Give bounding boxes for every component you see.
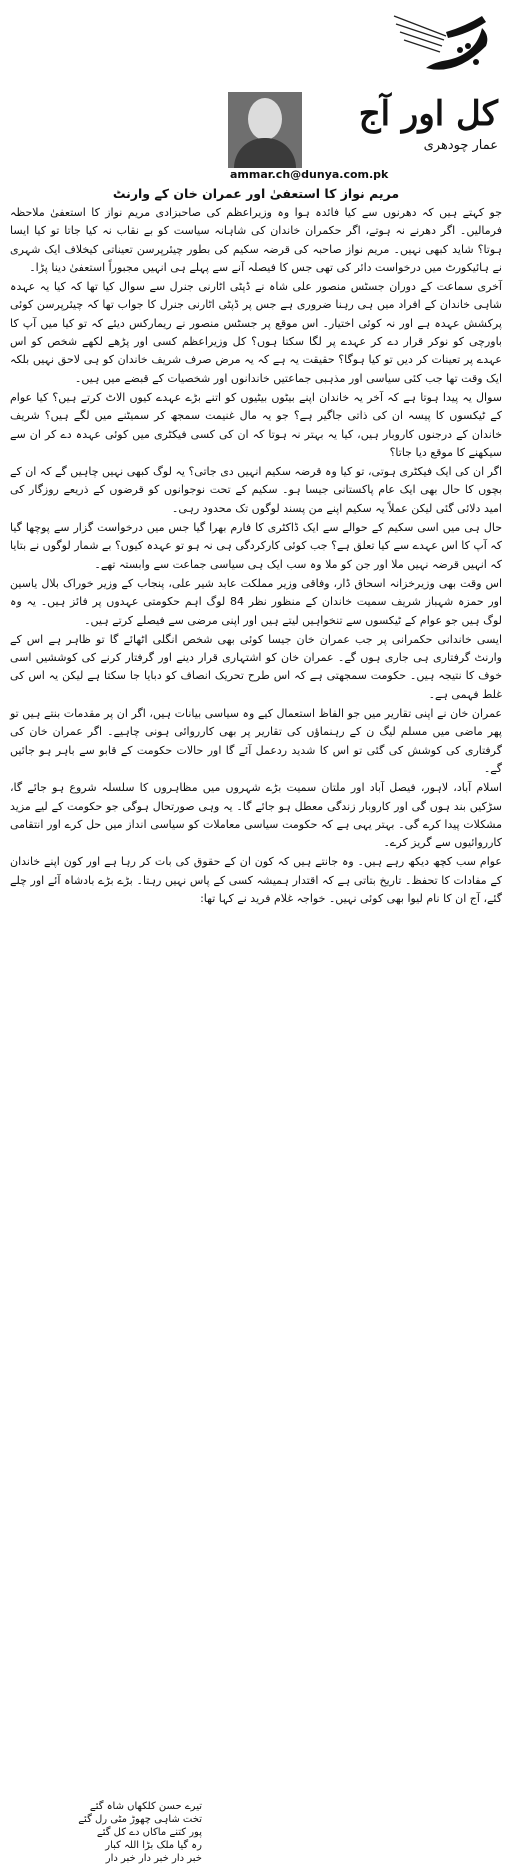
poem-line: خبر دار خبر دار خبر دار (105, 1853, 202, 1864)
author-photo (228, 92, 302, 168)
poem-line: تخت شاہی چھوڑ مٹی رل گئے (78, 1814, 202, 1825)
article-headline: مریم نواز کا استعفیٰ اور عمران خان کے وارنٹ (112, 186, 400, 201)
closing-poem (78, 1800, 202, 1865)
paragraph: حال ہی میں اسی سکیم کے حوالے سے ایک ڈاکٹری کا فارم بھرا گیا جس میں درخواست گزار سے پوچھا گیا کہ آپ کا اس عہدے سے کیا تعلق ہے؟ جب کوئی کارکردگی ہی نہ ہو تو عہدہ کیوں؟ بے شمار لوگوں نے بتایا کہ انہیں قرضہ نہیں ملا اور جن کو ملا وہ سب ایک ہی سیاسی جماعت سے وابستہ تھے۔ (10, 521, 502, 571)
paragraph: عوام سب کچھ دیکھ رہے ہیں۔ وہ جانتے ہیں کہ کون ان کے حقوق کی بات کر رہا ہے اور کون اپنے خاندان کے مفادات کا تحفظ۔ تاریخ بتاتی ہے کہ اقتدار ہمیشہ کسی کے پاس نہیں رہتا۔ بڑے بڑے بادشاہ آئے اور چلے گئے، آج ان کا نام لیوا بھی کوئی نہیں۔ خواجہ غلام فرید نے کہا تھا: (10, 855, 502, 905)
paragraph: اسلام آباد، لاہور، فیصل آباد اور ملتان سمیت بڑے شہروں میں مظاہروں کا سلسلہ شروع ہو جائے گا، سڑکیں بند ہوں گی اور کاروبار زندگی معطل ہو جائے گا۔ یہ وہی صورتحال ہوگی جو حکومت کے لیے مزید مشکلات پیدا کرے گی۔ بہتر یہی ہے کہ حکومت سیاسی معاملات کو سیاسی انداز میں حل کرے اور انتقامی کارروائیوں سے گریز کرے۔ (10, 781, 502, 850)
paragraph: عمران خان نے اپنی تقاریر میں جو الفاظ استعمال کیے وہ سیاسی بیانات ہیں، اگر ان پر مقدمات بنتے ہیں تو پھر ماضی میں مسلم لیگ ن کے رہنماؤں کی تقاریر پر بھی کارروائی ہونی چاہیے۔ اگر عمران خان کی گرفتاری کی کوشش کی گئی تو اس کا شدید ردعمل آئے گا اور حالات حکومت کے قابو سے باہر ہو جائیں گے۔ (10, 707, 502, 775)
poem-line: رہ گیا ملک بڑا اللہ کبار (105, 1840, 202, 1851)
paragraph: ایسی خاندانی حکمرانی پر جب عمران خان جیسا کوئی بھی شخص انگلی اٹھائے گا تو ظاہر ہے اس کے وارنٹ گرفتاری ہی جاری ہوں گے۔ عمران خان کو اشتہاری قرار دینے اور گرفتار کرنے کی کوششیں اسی خوف کا نتیجہ ہیں۔ حکومت سمجھتی ہے کہ اس طرح تحریک انصاف کو دبایا جا سکتا ہے لیکن یہ اس کی غلط فہمی ہے۔ (10, 632, 502, 701)
poem-line: تیرے حسن کلکھاں شاہ گئے (89, 1801, 202, 1812)
author-email: ammar.ch@dunya.com.pk (230, 168, 389, 181)
masthead (0, 0, 512, 88)
article-body (10, 204, 502, 909)
author-name: عمار چودھری (423, 138, 498, 153)
paragraph: اگر ان کی ایک فیکٹری ہوتی، تو کیا وہ قرضہ سکیم انہیں دی جاتی؟ یہ لوگ کبھی نہیں چاہیں گے کہ ان کے بچوں کا حال بھی ایک عام پاکستانی جیسا ہو۔ سکیم کے تحت نوجوانوں کو قرضوں کے ذریعے روزگار کی امید دلائی گئی لیکن عملاً یہ سکیم اپنے من پسند لوگوں تک محدود رہی۔ (10, 465, 502, 515)
paragraph: آخری سماعت کے دوران جسٹس منصور علی شاہ نے ڈپٹی اٹارنی جنرل سے سوال کیا تھا کہ کیا یہ عہدہ شاہی خاندان کے افراد میں ہی رہنا ضروری ہے جس پر ڈپٹی اٹارنی جنرل کا جواب تھا کہ چیئرپرسن کوئی پرکشش عہدہ ہے اور نہ کوئی اختیار۔ اس موقع پر جسٹس منصور نے ریمارکس دیئے کہ تو کیا میں آپ کا باورچی کو نوکر قرار دے کر عہدے پر لگا سکتا ہوں؟ کل وزیراعظم کسی اور پڑھے لکھے شخص کو اس عہدے پر تعینات کر دیں تو کیا ہوگا؟ حقیقت یہ ہے کہ یہ مرض صرف شریف خاندان کو ہی لاحق نہیں بلکہ ایک وقت تھا جب کئی سیاسی اور مذہبی جماعتیں خاندانوں اور شخصیات کے قبضے میں ہیں۔ (10, 280, 502, 385)
column-title: کل اور آج (358, 94, 498, 134)
dunya-logo (386, 6, 504, 82)
paragraph: اس وقت بھی وزیرخزانہ اسحاق ڈار، وفاقی وزیر مملکت عابد شیر علی، پنجاب کے وزیر خوراک بلال یاسین اور حمزہ شہباز شریف سمیت خاندان کے منظور نظر 84 لوگ اہم حکومتی عہدوں پر فائز ہیں۔ یہ وہ لوگ ہیں جو عوام کے ٹیکسوں سے تنخواہیں لیتے ہیں اور اپنی مرضی سے فیصلے کرتے ہیں۔ (10, 576, 503, 627)
poem-line: پور کتنے ماکاں دے کل گئے (96, 1827, 202, 1838)
column-byline (228, 92, 504, 168)
paragraph: جو کہتے ہیں کہ دھرنوں سے کیا فائدہ ہوا وہ وزیراعظم کی صاحبزادی مریم نواز کا استعفیٰ ملاحظہ فرمالیں۔ اگر دھرنے نہ ہوتے، اگر حکمران خاندان کی شاہانہ سیاست کو بے نقاب نہ کیا جاتا تو کیا ایسا ہوتا؟ شاید کبھی نہیں۔ مریم نواز صاحبہ کی قرضہ سکیم کی بطور چیئرپرسن تعیناتی کیخلاف ایک شہری نے ہائیکورٹ میں درخواست دائر کی تھی جس کا فیصلہ آنے سے پہلے ہی انہیں مجبوراً استعفیٰ دینا پڑا۔ (10, 206, 502, 274)
paragraph: سوال یہ پیدا ہوتا ہے کہ آخر یہ خاندان اپنے بیٹوں بیٹیوں کو اتنے بڑے عہدے کیوں الاٹ کرتے ہیں؟ کیا عوام کے ٹیکسوں کا پیسہ ان کی ذاتی جاگیر ہے؟ جو یہ مال غنیمت سمجھ کر سمیٹنے میں لگے ہیں؟ شریف خاندان کے درجنوں کاروبار ہیں، کیا یہ بہتر نہ ہوتا کہ ان کی کسی فیکٹری میں کوئی عہدہ دے کر ان سے سیکھنے کا موقع دیا جاتا؟ (10, 390, 502, 459)
